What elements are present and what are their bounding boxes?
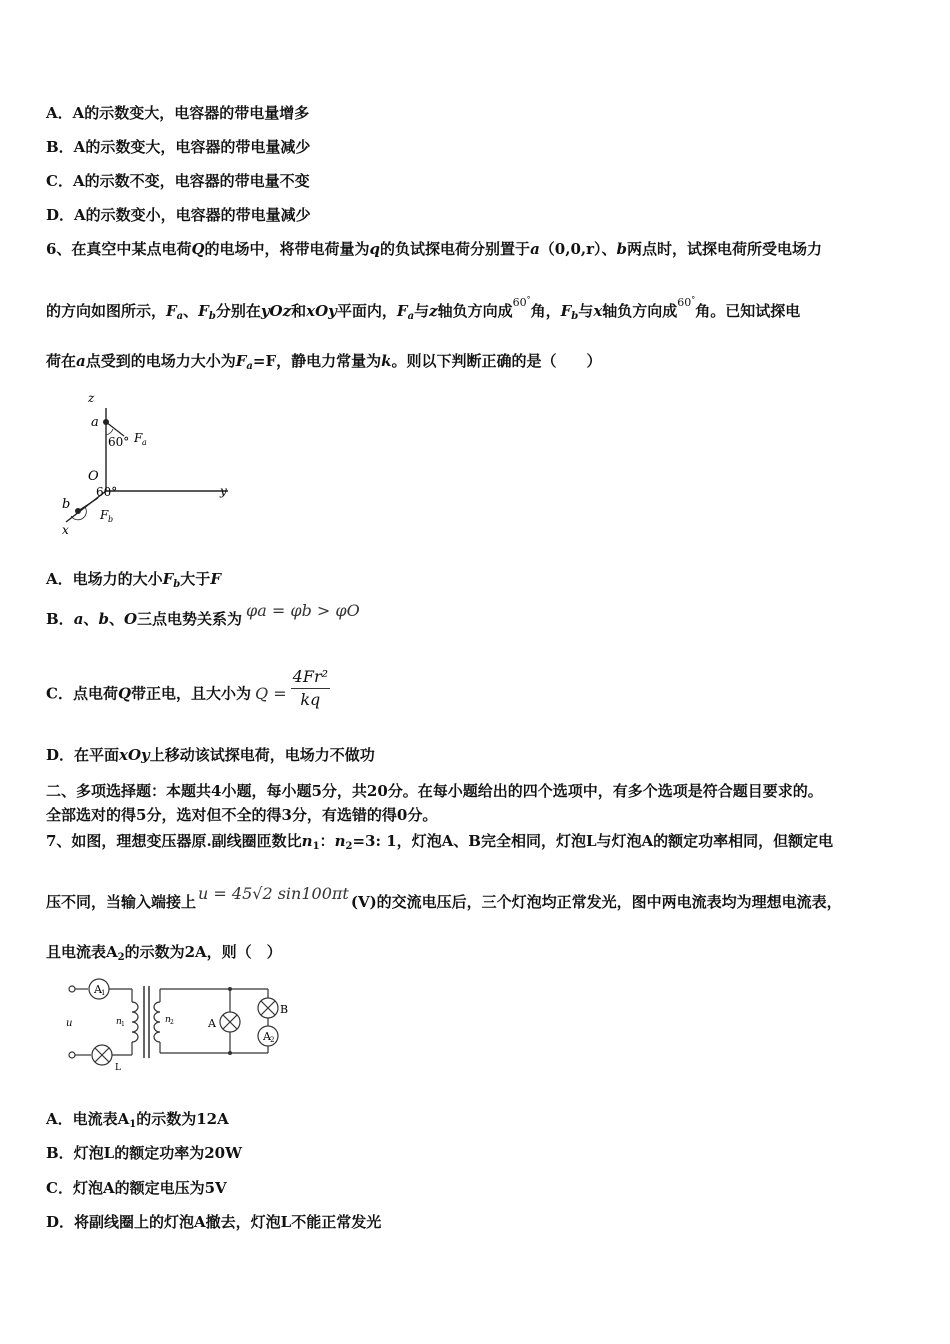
q7-stem-line2: 压不同，当输入端接上 u = 45√2 sin100πt (V)的交流电压后，三个灯泡均正常发光，图中两电流表均为理想电流表， — [46, 884, 842, 911]
point-a-label: a — [91, 415, 99, 430]
coil-n2-sub: 2 — [170, 1019, 174, 1026]
coil-n2-label: n — [165, 1015, 171, 1025]
q7-option-c: C．灯泡A的额定电压为5V — [46, 1179, 227, 1197]
force-b-sub: b — [108, 515, 114, 524]
q6-option-d: D．在平面xOy上移动该试探电荷，电场力不做功 — [46, 746, 375, 764]
q6-stem-line2: 的方向如图所示，$F_a$、$F_b$分别在yOz和xOy平面内，$F_a$与z轴负方向成$^{60^\circ}$角，$F_b$与x轴负方向成$^{60^\circ}$角。已知试探电 — [46, 295, 801, 322]
ammeter-a1-label: A — [94, 983, 102, 996]
q5-option-a: A．A的示数变大，电容器的带电量增多 — [46, 104, 310, 122]
angle-b-label: 60° — [96, 485, 118, 499]
point-b-label: b — [62, 497, 71, 512]
lamp-l-label: L — [115, 1063, 121, 1072]
z-axis-label: z — [88, 391, 95, 405]
q5-option-d: D．A的示数变小，电容器的带电量减少 — [46, 206, 311, 224]
q6-option-a: A．电场力的大小$F_b$大于F — [46, 570, 221, 590]
ammeter-a2-label: A — [263, 1030, 271, 1043]
origin-label: O — [88, 469, 99, 484]
lamp-a-label: A — [208, 1017, 216, 1030]
q7-stem-line1: 7、如图，理想变压器原.副线圈匝数比$n_1$：$n_2=3$: 1，灯泡A、B完全相同，灯泡L与灯泡A的额定功率相同，但额定电 — [46, 832, 834, 852]
q6-option-c: C．点电荷Q带正电，且大小为 Q = $\frac{\text{4Fr²}}{kq}$ — [46, 667, 328, 709]
x-axis-label: x — [62, 523, 69, 537]
section2-header-line2: 全部选对的得5分，选对但不全的得3分，有选错的得0分。 — [46, 806, 438, 824]
q7-option-b: B．灯泡L的额定功率为20W — [46, 1144, 242, 1162]
q7-transformer-circuit — [62, 976, 302, 1072]
q5-option-b: B．A的示数变大，电容器的带电量减少 — [46, 138, 311, 156]
q6-option-b: B．a、b、O三点电势关系为 φa = φb > φO — [46, 601, 360, 628]
coil-n1-sub: 1 — [121, 1021, 125, 1028]
coil-n1-label: n — [116, 1017, 122, 1027]
force-a-sub: a — [142, 438, 147, 447]
section2-header-line1: 二、多项选择题：本题共4小题，每小题5分，共20分。在每小题给出的四个选项中，有多个选项是符合题目要求的。 — [46, 782, 823, 800]
q5-option-c: C．A的示数不变，电容器的带电量不变 — [46, 172, 310, 190]
q7-option-a: A．电流表$A_1$的示数为12A — [46, 1110, 229, 1130]
force-a-label: F — [134, 431, 143, 445]
ammeter-a1-sub: 1 — [101, 989, 106, 997]
q6-stem-line1: 6、在真空中某点电荷Q的电场中，将带电荷量为q的负试探电荷分别置于a（0,0,r）、b两点时，试探电荷所受电场力 — [46, 240, 823, 258]
q7-stem-line3: 且电流表$A_2$的示数为2A，则（ ） — [46, 943, 282, 963]
force-b-label: F — [100, 508, 109, 522]
angle-a-label: 60° — [108, 435, 130, 449]
q7-option-d: D．将副线圈上的灯泡A撤去，灯泡L不能正常发光 — [46, 1213, 382, 1231]
y-axis-label: y — [220, 484, 227, 498]
lamp-b-label: B — [280, 1003, 289, 1016]
input-u-label: u — [66, 1018, 73, 1029]
q6-stem-line3: 荷在a点受到的电场力大小为$F_a=F$，静电力常量为k。则以下判断正确的是（ ） — [46, 352, 602, 372]
ammeter-a2-sub: 2 — [270, 1036, 275, 1044]
q6-coordinate-figure — [54, 386, 244, 538]
